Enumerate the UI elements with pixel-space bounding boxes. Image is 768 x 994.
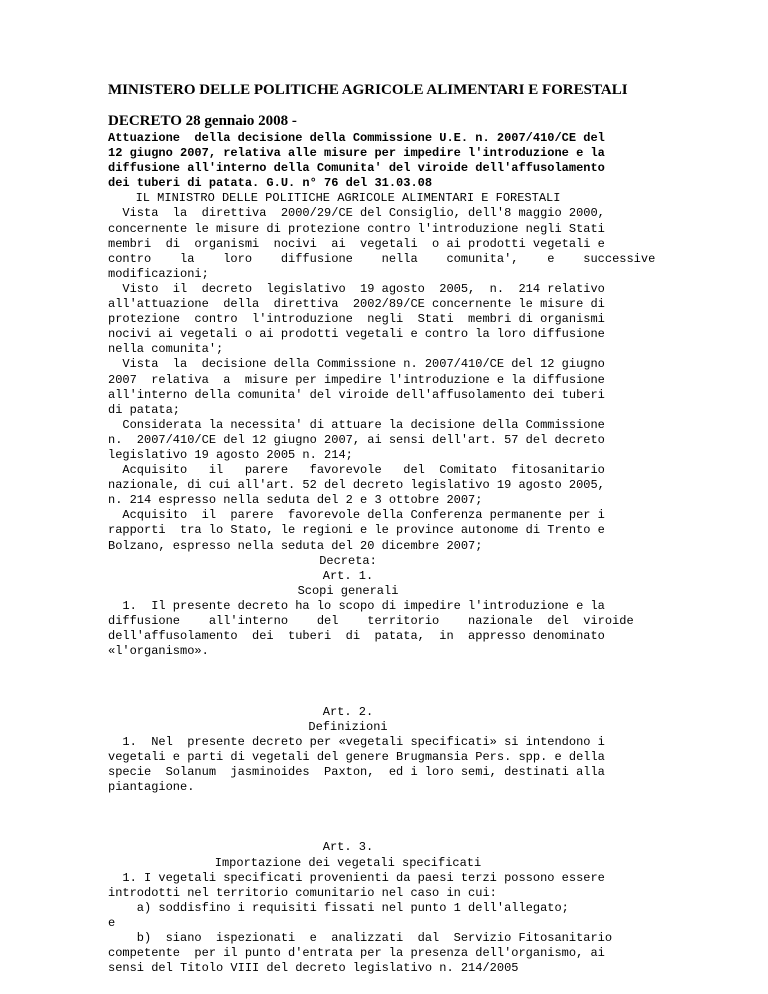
spacer bbox=[108, 795, 588, 825]
article-heading: Art. 1. bbox=[322, 568, 374, 583]
preamble-line: protezione contro l'introduzione negli Stati membri di organismi bbox=[108, 312, 605, 327]
decree-title: DECRETO 28 gennaio 2008 - bbox=[108, 113, 297, 129]
preamble-line: rapporti tra lo Stato, le regioni e le province autonome di Trento e bbox=[108, 523, 605, 538]
preamble-line: nazionale, di cui all'art. 52 del decreto legislativo 19 agosto 2005, bbox=[108, 478, 605, 493]
article-line: dell'affusolamento dei tuberi di patata, in appresso denominato bbox=[108, 629, 605, 644]
article-line: sensi del Titolo VIII del decreto legislativo n. 214/2005 bbox=[108, 961, 519, 976]
article-line: 1. Il presente decreto ha lo scopo di impedire l'introduzione e la bbox=[108, 598, 605, 613]
preamble-line: all'attuazione della direttiva 2002/89/CE concernente le misure di bbox=[108, 297, 605, 312]
preamble-line: n. 2007/410/CE del 12 giugno 2007, ai sensi dell'art. 57 del decreto bbox=[108, 432, 605, 447]
article-title: Scopi generali bbox=[297, 583, 399, 598]
article-line: «l'organismo». bbox=[108, 644, 209, 659]
article-line: e bbox=[108, 915, 116, 930]
article-2 bbox=[108, 704, 605, 796]
preamble-line: concernente le misure di protezione contro l'introduzione negli Stati bbox=[108, 221, 605, 236]
preamble-line: di patata; bbox=[108, 402, 181, 417]
preamble-line: Acquisito il parere favorevole della Conferenza permanente per i bbox=[108, 508, 605, 523]
spacer bbox=[108, 689, 588, 704]
article-line: specie Solanum jasminoides Paxton, ed i loro semi, destinati alla bbox=[108, 764, 605, 779]
article-1 bbox=[108, 568, 634, 660]
preamble-line: all'interno della comunita' del viroide dell'affusolamento dei tuberi bbox=[108, 387, 605, 402]
preamble-line: modificazioni; bbox=[108, 266, 209, 281]
article-line: competente per il punto d'entrata per la presenza dell'organismo, ai bbox=[108, 946, 605, 961]
article-line: diffusione all'interno del territorio nazionale del viroide bbox=[108, 614, 634, 628]
preamble-line: Vista la direttiva 2000/29/CE del Consiglio, dell'8 maggio 2000, bbox=[108, 206, 605, 221]
preamble-line: contro la loro diffusione nella comunita', e successive bbox=[108, 251, 656, 266]
preamble-line: nella comunita'; bbox=[108, 342, 224, 357]
article-3 bbox=[108, 840, 613, 976]
preamble-line: nocivi ai vegetali o ai prodotti vegetali e contro la loro diffusione bbox=[108, 327, 605, 342]
article-line: 1. I vegetali specificati provenienti da paesi terzi possono essere bbox=[108, 870, 605, 885]
preamble-line: Considerata la necessita' di attuare la decisione della Commissione bbox=[108, 417, 605, 432]
preamble bbox=[108, 206, 656, 553]
preamble-line: Visto il decreto legislativo 19 agosto 2005, n. 214 relativo bbox=[108, 281, 605, 296]
article-heading: Art. 3. bbox=[322, 840, 374, 855]
preamble-line: Acquisito il parere favorevole del Comitato fitosanitario bbox=[108, 463, 605, 478]
decreta-line: Decreta: bbox=[319, 553, 377, 568]
preamble-line: Bolzano, espresso nella seduta del 20 dicembre 2007; bbox=[108, 538, 483, 553]
preamble-line: n. 214 espresso nella seduta del 2 e 3 ottobre 2007; bbox=[108, 493, 483, 508]
subject-line: dei tuberi di patata. G.U. n° 76 del 31.03.08 bbox=[108, 176, 433, 191]
authority-line: IL MINISTRO DELLE POLITICHE AGRICOLE ALIMENTARI E FORESTALI bbox=[135, 191, 561, 206]
subject-block bbox=[108, 131, 605, 191]
spacer bbox=[108, 659, 588, 689]
article-line: 1. Nel presente decreto per «vegetali specificati» si intendono i bbox=[108, 734, 605, 749]
article-line: vegetali e parti di vegetali del genere Brugmansia Pers. spp. e della bbox=[108, 749, 605, 764]
preamble-line: 2007 relativa a misure per impedire l'introduzione e la diffusione bbox=[108, 372, 605, 387]
article-title: Importazione dei vegetali specificati bbox=[214, 855, 482, 870]
subject-line: 12 giugno 2007, relativa alle misure per impedire l'introduzione e la bbox=[108, 146, 605, 161]
article-line: introdotti nel territorio comunitario nel caso in cui: bbox=[108, 885, 497, 900]
subject-line: diffusione all'interno della Comunita' del viroide dell'affusolamento bbox=[108, 161, 605, 176]
document-body bbox=[108, 131, 656, 976]
article-line: a) soddisfino i requisiti fissati nel punto 1 dell'allegato; bbox=[108, 900, 569, 915]
preamble-line: membri di organismi nocivi ai vegetali o ai prodotti vegetali e bbox=[108, 236, 605, 251]
article-line: b) siano ispezionati e analizzati dal Servizio Fitosanitario bbox=[108, 930, 613, 945]
article-heading: Art. 2. bbox=[322, 704, 374, 719]
ministry-heading: MINISTERO DELLE POLITICHE AGRICOLE ALIMENTARI E FORESTALI bbox=[108, 82, 628, 98]
article-title: Definizioni bbox=[308, 719, 388, 734]
preamble-line: Vista la decisione della Commissione n. 2007/410/CE del 12 giugno bbox=[108, 357, 605, 372]
subject-line: Attuazione della decisione della Commissione U.E. n. 2007/410/CE del bbox=[108, 131, 605, 145]
article-line: piantagione. bbox=[108, 780, 195, 795]
preamble-line: legislativo 19 agosto 2005 n. 214; bbox=[108, 447, 353, 462]
spacer bbox=[108, 825, 588, 840]
